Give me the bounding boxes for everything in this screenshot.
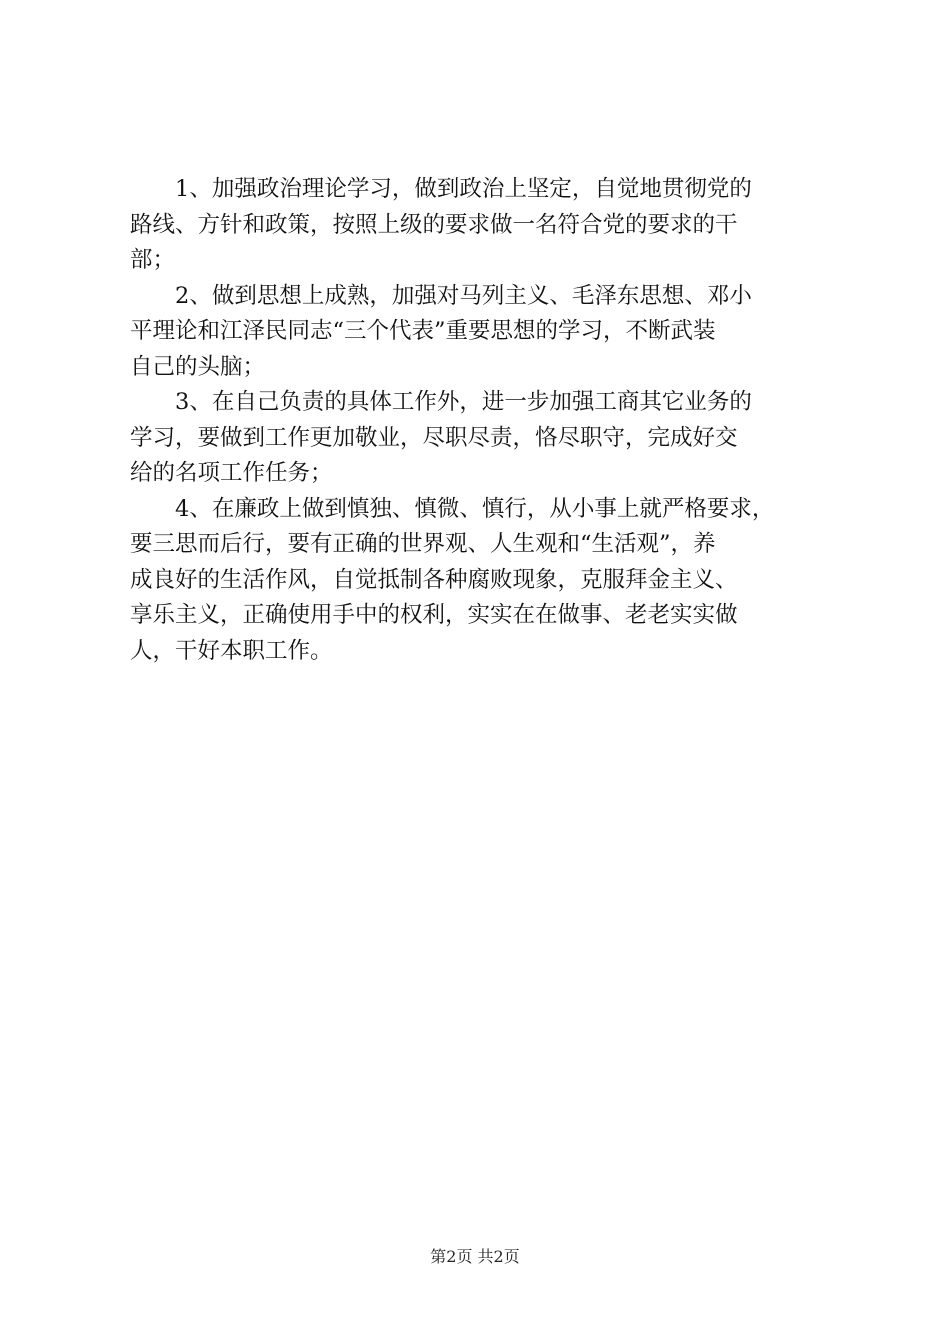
paragraph-line: 要三思而后行，要有正确的世界观、人生观和“生活观”，养 — [130, 531, 716, 557]
page-footer: 第2页 共2页 — [430, 1247, 520, 1266]
paragraph-line: 部； — [130, 247, 176, 273]
paragraph-line: 人，干好本职工作。 — [130, 637, 333, 664]
paragraph-1 — [130, 172, 830, 279]
document-body — [130, 172, 830, 669]
paragraph-line: 平理论和江泽民同志“三个代表”重要思想的学习，不断武装 — [130, 318, 716, 344]
paragraph-line: 自己的头脑； — [130, 353, 266, 380]
paragraph-line: 学习，要做到工作更加敬业，尽职尽责，恪尽职守，完成好交 — [130, 424, 738, 451]
paragraph-line: 给的名项工作任务； — [130, 460, 333, 486]
paragraph-line: 4、在廉政上做到慎独、慎微、慎行，从小事上就严格要求， — [175, 495, 775, 522]
paragraph-line: 3、在自己负责的具体工作外，进一步加强工商其它业务的 — [175, 389, 752, 415]
paragraph-2 — [130, 279, 830, 386]
paragraph-3 — [130, 385, 830, 492]
paragraph-line: 路线、方针和政策，按照上级的要求做一名符合党的要求的干 — [130, 211, 738, 238]
paragraph-line: 享乐主义，正确使用手中的权利，实实在在做事、老老实实做 — [130, 602, 738, 628]
paragraph-line: 2、做到思想上成熟，加强对马列主义、毛泽东思想、邓小 — [175, 282, 752, 309]
paragraph-line: 1、加强政治理论学习，做到政治上坚定，自觉地贯彻党的 — [175, 176, 752, 202]
paragraph-4 — [130, 492, 830, 670]
paragraph-line: 成良好的生活作风，自觉抵制各种腐败现象，克服拜金主义、 — [130, 566, 738, 593]
